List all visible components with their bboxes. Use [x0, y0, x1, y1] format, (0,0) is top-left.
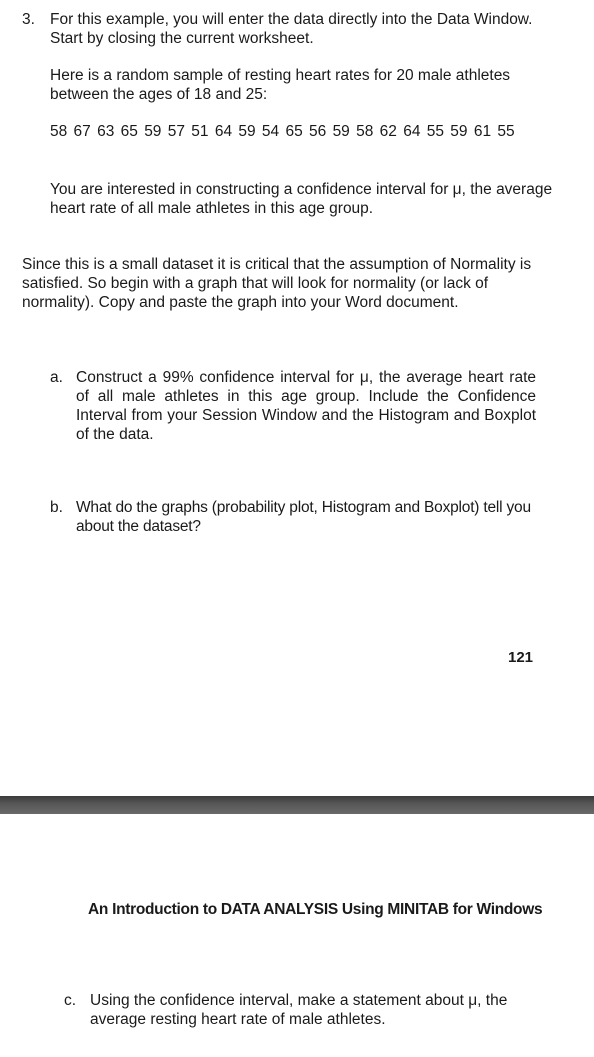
item-c-label: c. — [64, 992, 77, 1009]
page-divider — [0, 796, 594, 814]
item-a-label: a. — [50, 369, 63, 386]
item-a-text: Construct a 99% confidence interval for μ, the average heart rate of all male athletes in this age group. Include the Confidence Interval from your Session Window and the Histogram and Boxplot of the data. — [76, 369, 536, 443]
problem-intro: For this example, you will enter the data directly into the Data Window. Start by closing the current worksheet. — [50, 11, 533, 47]
interest-statement: You are interested in constructing a confidence interval for μ, the average heart rate of all male athletes in this age group. — [50, 181, 553, 217]
item-c-text: Using the confidence interval, make a statement about μ, the average resting heart rate of male athletes. — [90, 992, 508, 1028]
page-number: 121 — [508, 649, 534, 666]
sample-description: Here is a random sample of resting heart rates for 20 male athletes between the ages of 18 and 25: — [50, 67, 511, 103]
problem-number: 3. — [22, 11, 35, 28]
item-b-text: What do the graphs (probability plot, Histogram and Boxplot) tell you about the dataset? — [76, 499, 531, 535]
running-header: An Introduction to DATA ANALYSIS Using MINITAB for Windows — [88, 901, 543, 918]
normality-note: Since this is a small dataset it is critical that the assumption of Normality is satisfied. So begin with a graph that will look for normality (or lack of normality). Copy and paste the graph into your Word document. — [22, 256, 532, 311]
heart-rate-data: 58 67 63 65 59 57 51 64 59 54 65 56 59 58 62 64 55 59 61 55 — [50, 123, 515, 140]
item-b-label: b. — [50, 499, 63, 516]
